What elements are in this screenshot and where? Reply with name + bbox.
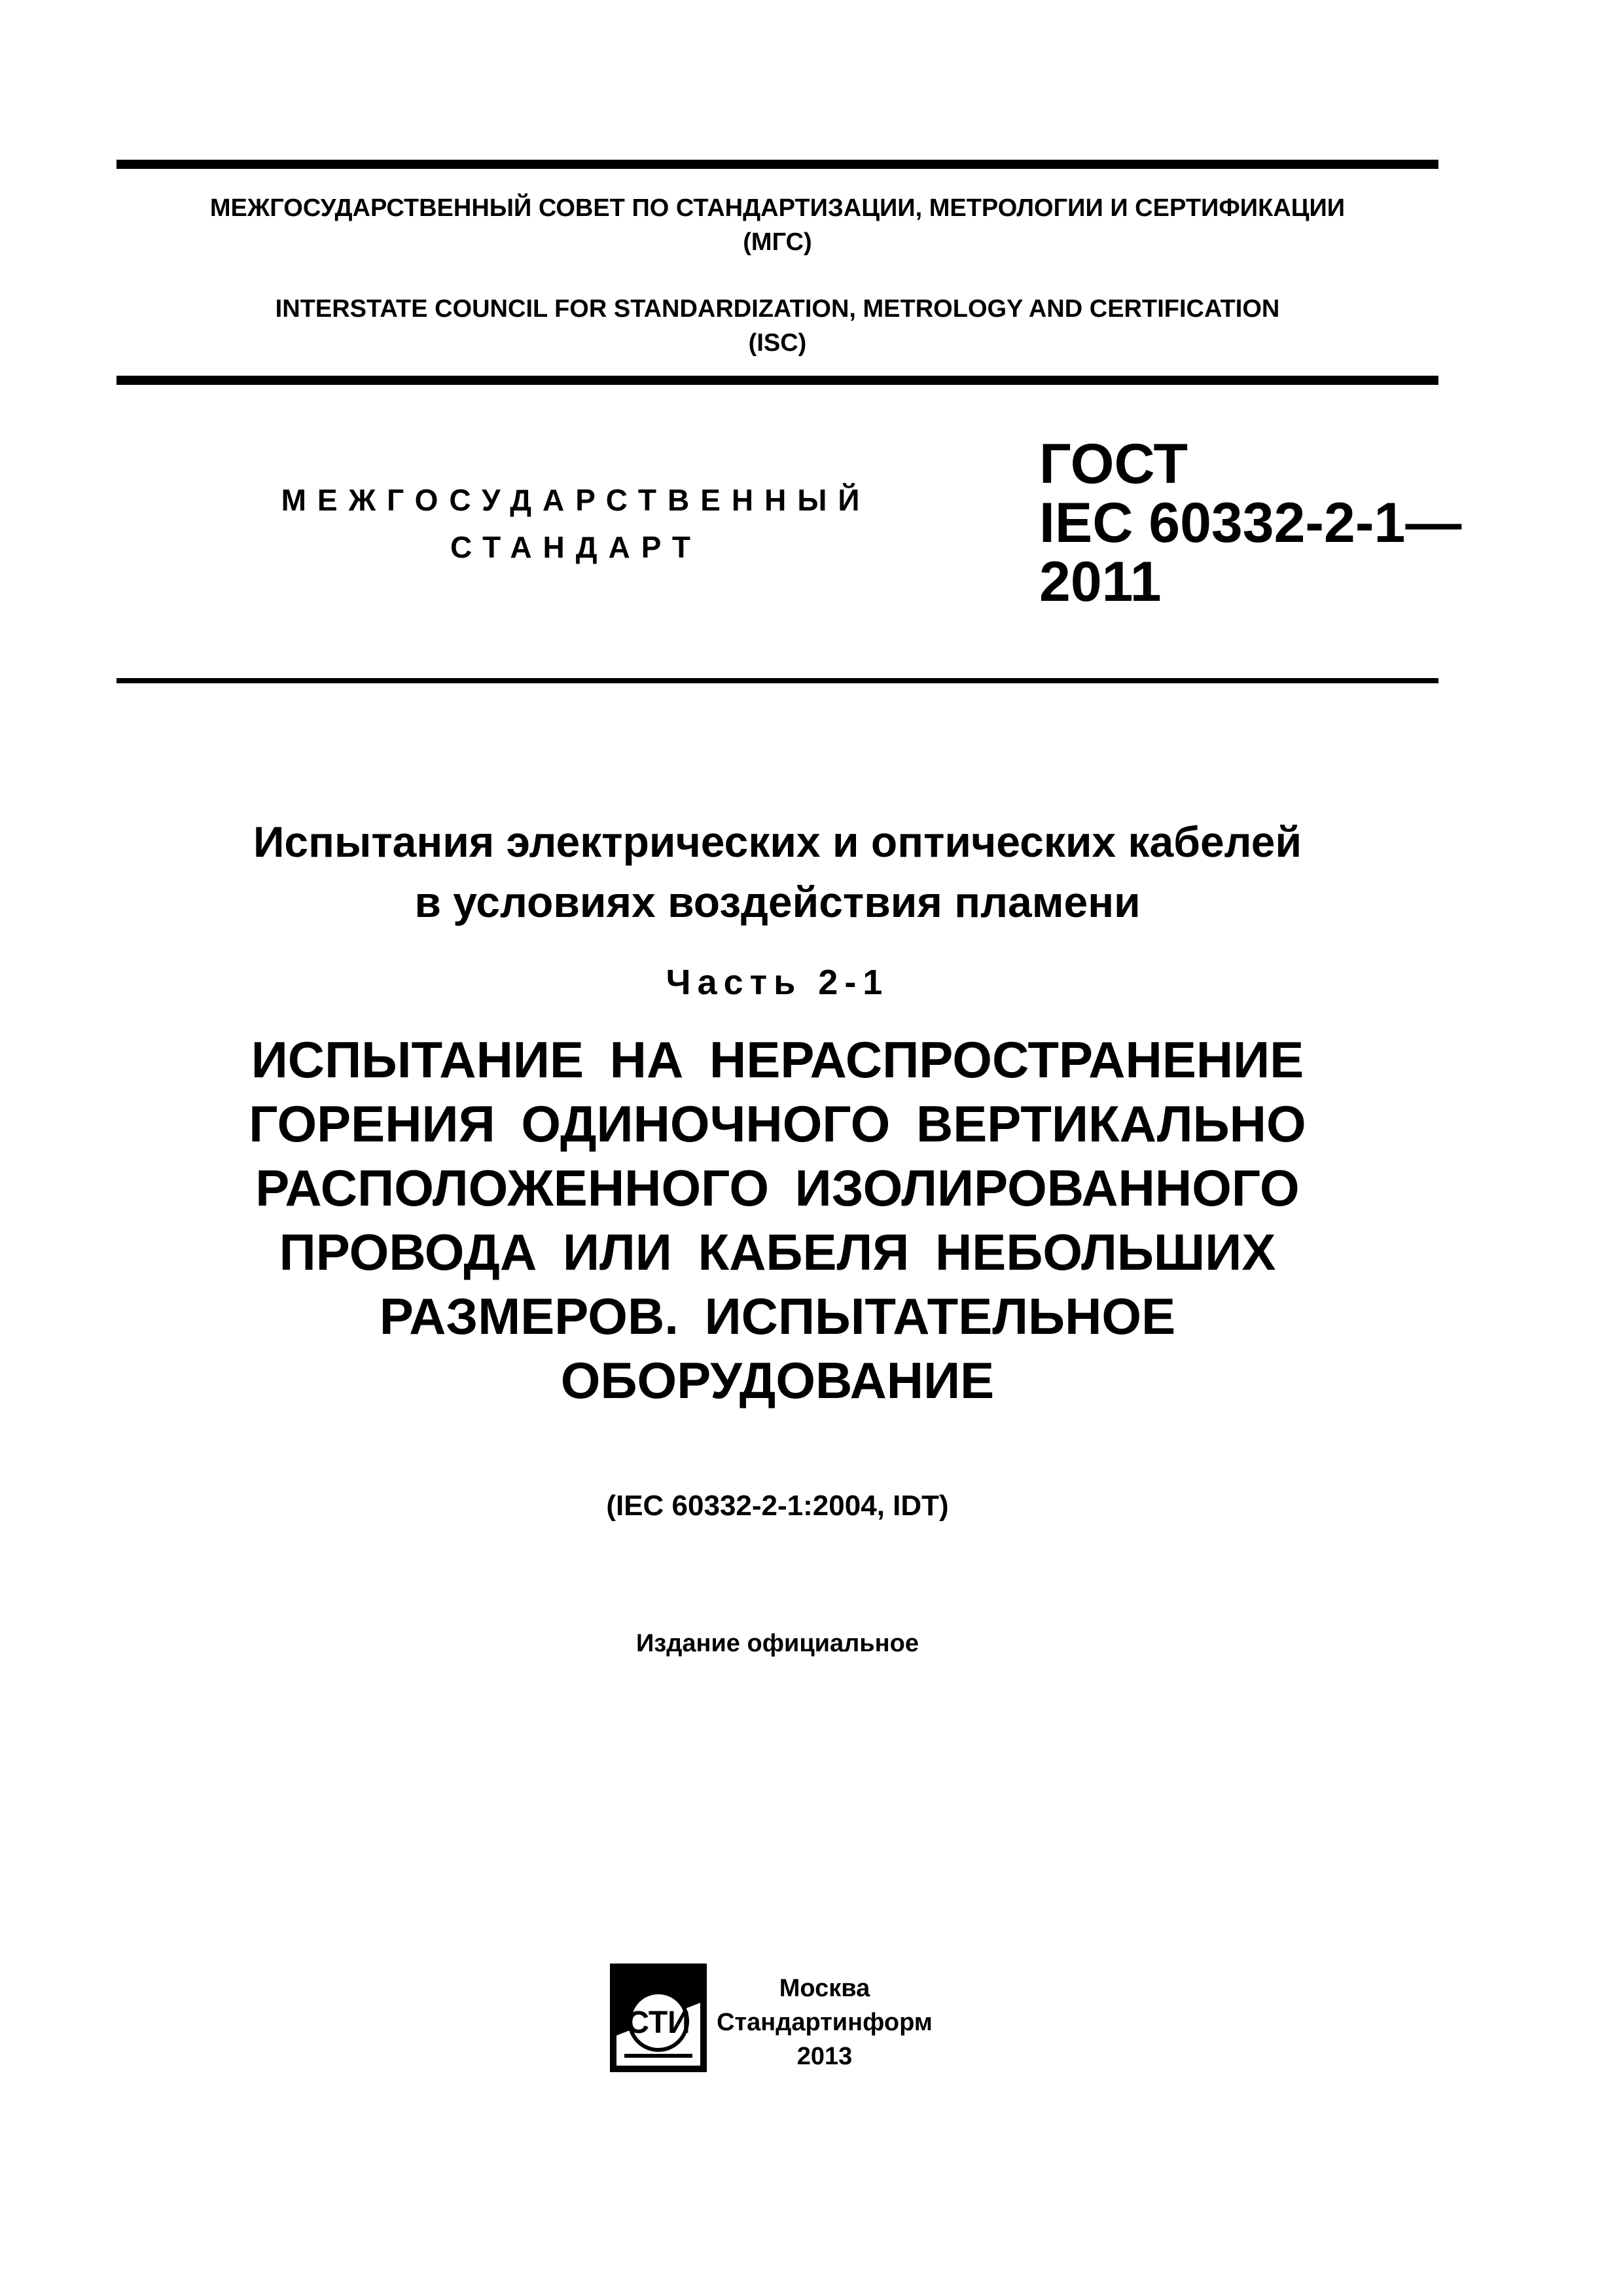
main-title-line1: Испытания электрических и оптических кабелей [253, 817, 1302, 866]
gost-designation [1039, 433, 1462, 613]
interstate-standard-label-line1: МЕЖГОСУДАРСТВЕННЫЙ [281, 483, 871, 517]
svg-text:СТИ: СТИ [626, 2005, 690, 2040]
council-en-abbr: (ISC) [748, 329, 807, 357]
part-title [116, 1028, 1438, 1412]
top-rule [116, 160, 1438, 169]
designation-bottom-rule [116, 678, 1438, 683]
main-title-line2: в условиях воздействия пламени [414, 878, 1141, 926]
part-title-line3: РАСПОЛОЖЕННОГО ИЗОЛИРОВАННОГО [255, 1159, 1300, 1217]
council-en-name: INTERSTATE COUNCIL FOR STANDARDIZATION, METROLOGY AND CERTIFICATION [275, 295, 1280, 323]
gost-designation-line2: IEC 60332-2-1— [1039, 492, 1462, 554]
publisher-city: Москва [779, 1975, 870, 2002]
council-ru-abbr: (МГС) [743, 228, 812, 256]
iec-reference: (IEC 60332-2-1:2004, IDT) [606, 1490, 949, 1522]
council-ru [116, 191, 1438, 259]
interstate-standard-label [275, 476, 877, 571]
main-title [116, 812, 1438, 932]
publisher-name: Стандартинформ [717, 2009, 933, 2036]
interstate-standard-label-line2: СТАНДАРТ [450, 530, 702, 564]
part-title-line4: ПРОВОДА ИЛИ КАБЕЛЯ НЕБОЛЬШИХ [279, 1223, 1276, 1281]
gost-designation-line1: ГОСТ [1039, 433, 1188, 495]
publication-year: 2013 [796, 2043, 853, 2070]
council-ru-name: МЕЖГОСУДАРСТВЕННЫЙ СОВЕТ ПО СТАНДАРТИЗАЦИИ, МЕТРОЛОГИИ И СЕРТИФИКАЦИИ [209, 194, 1346, 222]
publisher-imprint [707, 1971, 942, 2073]
part-number: Часть 2-1 [666, 963, 889, 1002]
part-title-line2: ГОРЕНИЯ ОДИНОЧНОГО ВЕРТИКАЛЬНО [249, 1095, 1306, 1153]
gost-designation-line3: 2011 [1039, 550, 1162, 613]
edition-note: Издание официальное [636, 1630, 919, 1657]
part-title-line6: ОБОРУДОВАНИЕ [560, 1352, 995, 1409]
part-title-line5: РАЗМЕРОВ. ИСПЫТАТЕЛЬНОЕ [379, 1287, 1176, 1345]
header-bottom-rule [116, 376, 1438, 385]
part-title-line1: ИСПЫТАНИЕ НА НЕРАСПРОСТРАНЕНИЕ [251, 1031, 1304, 1088]
standartinform-logo-icon [610, 1964, 707, 2072]
council-en [116, 292, 1438, 360]
